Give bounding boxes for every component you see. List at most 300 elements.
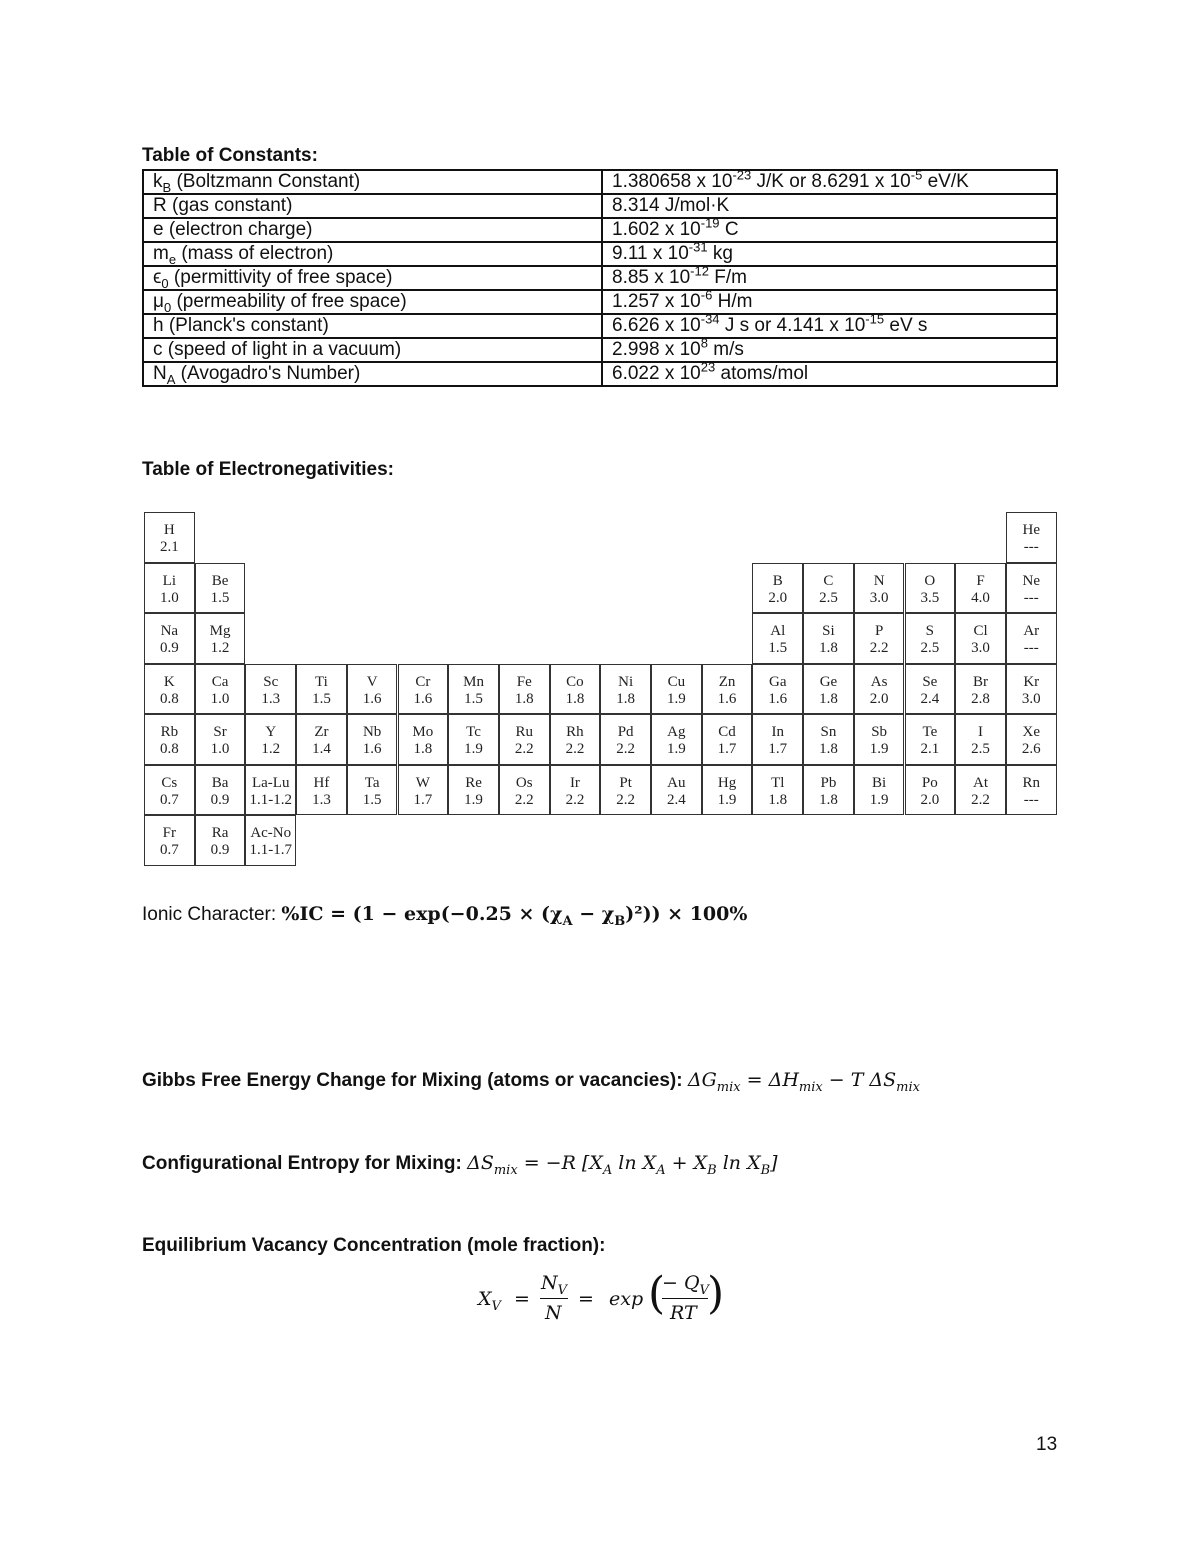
element-symbol: Au (667, 774, 686, 791)
element-cell (195, 714, 246, 765)
element-value: 1.8 (819, 640, 838, 656)
gibbs-g-mix: mix (716, 1079, 741, 1095)
element-value: 2.0 (869, 690, 889, 707)
element-cell (854, 765, 905, 816)
entropy-close: ] (770, 1152, 778, 1174)
element-cell (245, 815, 296, 866)
constant-value-2: J s or 4.141 x 10 (719, 315, 866, 336)
element-symbol: Ru (515, 724, 533, 740)
gibbs-s-mix: mix (896, 1079, 920, 1095)
constant-name-cell (143, 194, 602, 218)
constant-row (143, 242, 1057, 266)
element-cell (651, 664, 702, 715)
element-value: 1.3 (261, 690, 281, 707)
constant-exp-2: -15 (865, 311, 885, 327)
element-value: --- (1023, 589, 1039, 606)
element-value: 1.5 (362, 791, 382, 808)
constant-row (143, 266, 1057, 290)
element-value: 2.8 (971, 690, 990, 707)
element-cell (144, 664, 195, 715)
element-symbol: Ge (819, 673, 838, 690)
element-cell (144, 563, 195, 614)
element-symbol: Ir (569, 774, 580, 791)
element-cell (702, 765, 753, 816)
element-cell (702, 714, 753, 765)
element-symbol: V (366, 673, 378, 690)
gibbs-formula (142, 1069, 920, 1095)
element-value: 2.5 (920, 640, 940, 656)
element-symbol: Ti (315, 673, 328, 690)
vacancy-fraction-bar (540, 1298, 568, 1299)
gibbs-h-mix: mix (798, 1079, 823, 1095)
element-symbol: Sn (820, 724, 837, 740)
element-cell (347, 714, 398, 765)
element-cell (955, 714, 1006, 765)
element-symbol: Fe (516, 673, 532, 690)
constant-name-cell (143, 290, 602, 314)
element-cell (752, 765, 803, 816)
ionic-formula-body: = (1 − exp(−0.25 × (χ (323, 903, 563, 925)
constant-name: (electron charge) (163, 219, 313, 240)
constant-row (143, 218, 1057, 242)
element-value: 4.0 (971, 589, 990, 606)
element-value: 1.7 (768, 741, 788, 757)
constant-symbol: ϵ (153, 267, 162, 288)
element-value: 1.8 (616, 690, 636, 707)
element-cell (144, 714, 195, 765)
ionic-mid: − χ (572, 903, 615, 925)
constant-row (143, 362, 1057, 386)
element-cell (245, 765, 296, 816)
element-cell (651, 765, 702, 816)
constant-name: (Boltzmann Constant) (171, 171, 361, 192)
constant-symbol: e (153, 219, 164, 240)
entropy-sub-b2: B (760, 1162, 771, 1178)
vacancy-eq2: = (578, 1288, 594, 1310)
element-cell (245, 664, 296, 715)
constant-value-cell (602, 359, 1057, 386)
constant-exp-1: 8 (700, 335, 708, 351)
element-symbol: P (874, 623, 884, 639)
element-symbol: N (873, 572, 885, 589)
vacancy-xv: $X_V$ (478, 1288, 501, 1314)
element-value: 1.9 (464, 741, 483, 757)
constant-name-cell (143, 266, 602, 290)
element-cell (854, 714, 905, 765)
element-value: 3.5 (920, 589, 940, 606)
element-cell (296, 664, 347, 715)
element-cell (144, 613, 195, 664)
electronegativity-heading: Table of Electronegativities: (142, 459, 394, 480)
element-cell (955, 664, 1006, 715)
element-symbol: Tc (466, 724, 481, 740)
element-value: 2.2 (616, 791, 636, 808)
element-symbol: Po (921, 774, 938, 791)
element-cell (195, 765, 246, 816)
element-cell (651, 714, 702, 765)
constant-value-2: H/m (712, 291, 753, 312)
element-cell (195, 664, 246, 715)
element-cell (144, 815, 195, 866)
gibbs-h: = ΔH (740, 1069, 799, 1091)
element-value: --- (1023, 791, 1039, 808)
element-symbol: Ne (1022, 572, 1040, 589)
element-value: 2.2 (869, 640, 889, 656)
element-cell (195, 563, 246, 614)
element-cell (600, 765, 651, 816)
element-symbol: Ra (211, 825, 229, 841)
constant-row (143, 314, 1057, 338)
constant-value-1: 8.314 J/mol·K (612, 195, 730, 216)
constant-exp-1: 23 (700, 359, 716, 375)
constant-value-3: eV/K (922, 171, 969, 192)
element-cell (600, 664, 651, 715)
element-value: 1.7 (717, 741, 737, 757)
gibbs-g: ΔG (687, 1069, 717, 1091)
constant-value-2: kg (707, 243, 733, 264)
vacancy-label: Equilibrium Vacancy Concentration (mole fraction): (142, 1235, 606, 1256)
element-value: 3.0 (1021, 690, 1041, 707)
element-cell (955, 613, 1006, 664)
element-symbol: Co (566, 673, 584, 690)
element-symbol: Bi (872, 774, 887, 791)
element-symbol: Sc (263, 673, 279, 690)
element-value: 0.7 (159, 842, 179, 858)
constant-name-cell (143, 362, 602, 386)
constant-value-1: 1.380658 x 10 (612, 171, 733, 192)
element-cell (499, 765, 550, 816)
element-symbol: Os (515, 774, 533, 791)
element-symbol: Hf (313, 774, 330, 791)
constant-row (143, 338, 1057, 362)
element-symbol: Zn (718, 673, 736, 690)
element-cell (752, 613, 803, 664)
element-symbol: Ca (211, 673, 229, 690)
element-cell (905, 664, 956, 715)
constant-value-3: eV s (884, 315, 928, 336)
element-cell (1006, 765, 1057, 816)
element-value: 2.2 (514, 741, 534, 757)
element-cell (195, 815, 246, 866)
element-symbol: Y (265, 724, 277, 740)
entropy-sub-b1: B (707, 1162, 717, 1178)
element-value: 2.0 (920, 791, 940, 808)
element-value: 2.0 (768, 589, 788, 606)
constant-exp-1: -31 (688, 239, 708, 255)
constant-name-cell (143, 242, 602, 266)
element-symbol: Si (822, 623, 835, 639)
entropy-plus: + X (665, 1152, 708, 1174)
element-cell (803, 765, 854, 816)
element-symbol: Mg (209, 623, 231, 639)
element-cell (398, 765, 449, 816)
element-cell (752, 714, 803, 765)
element-symbol: Rn (1022, 774, 1040, 791)
constant-value-cell (602, 287, 1057, 314)
element-value: 1.8 (413, 741, 433, 757)
vacancy-numerator: $N_V$ (541, 1272, 568, 1298)
gibbs-s: − T ΔS (822, 1069, 897, 1091)
element-value: 1.8 (819, 791, 838, 808)
constant-value-1: 8.85 x 10 (612, 267, 691, 288)
entropy-s-mix: mix (493, 1162, 518, 1178)
element-symbol: Xe (1022, 724, 1040, 740)
element-cell (347, 664, 398, 715)
entropy-sub-a2: A (656, 1162, 666, 1178)
element-symbol: Kr (1023, 673, 1040, 690)
element-cell (550, 714, 601, 765)
element-symbol: I (978, 724, 984, 740)
element-symbol: Na (160, 623, 179, 639)
element-value: 1.9 (464, 791, 483, 808)
element-symbol: Se (922, 673, 938, 690)
constant-row (143, 194, 1057, 218)
element-symbol: Ar (1023, 623, 1040, 639)
element-symbol: Pt (619, 774, 632, 791)
element-value: 2.2 (616, 741, 636, 757)
element-value: 1.5 (210, 589, 230, 606)
element-value: 1.0 (210, 741, 230, 757)
element-cell (803, 563, 854, 614)
constants-heading: Table of Constants: (142, 145, 318, 166)
element-value: --- (1023, 640, 1039, 656)
ionic-end: )²)) × 100% (625, 903, 748, 925)
element-cell (854, 613, 905, 664)
element-value: 0.9 (210, 842, 230, 858)
ionic-label: Ionic Character: (142, 904, 282, 925)
constant-value-2: m/s (707, 339, 744, 360)
element-symbol: Cu (667, 673, 686, 690)
constants-table (142, 169, 1058, 387)
element-symbol: Al (770, 623, 786, 639)
constant-symbol-sub: A (166, 371, 176, 387)
element-cell (347, 765, 398, 816)
element-value: 2.1 (920, 741, 940, 757)
constant-value-1: 6.022 x 10 (612, 363, 701, 384)
vacancy-left-paren: ( (648, 1268, 666, 1319)
element-value: 1.9 (666, 741, 686, 757)
element-value: 1.8 (565, 690, 585, 707)
element-value: 1.5 (768, 640, 788, 656)
constant-value-cell (602, 335, 1057, 362)
element-symbol: Ni (618, 673, 634, 690)
element-value: 1.9 (717, 791, 737, 808)
electronegativity-table (144, 512, 1056, 866)
entropy-formula (142, 1152, 778, 1178)
constant-name: (Planck's constant) (163, 315, 329, 336)
element-symbol: F (976, 572, 985, 589)
element-value: 0.8 (159, 741, 179, 757)
element-symbol: Zr (314, 724, 329, 740)
constant-value-cell (602, 194, 1057, 218)
element-symbol: Cl (973, 623, 988, 639)
element-symbol: C (823, 572, 834, 589)
element-value: 0.8 (159, 690, 179, 707)
element-value: 1.6 (768, 690, 788, 707)
constant-value-2: F/m (708, 267, 747, 288)
constant-value-2: atoms/mol (715, 363, 809, 384)
element-symbol: Rh (566, 724, 584, 740)
vacancy-exp: exp (609, 1288, 644, 1310)
element-cell (905, 714, 956, 765)
element-cell (448, 765, 499, 816)
entropy-rhs: = −R [X (517, 1152, 603, 1174)
element-value: 1.2 (261, 741, 281, 757)
element-value: 2.2 (565, 741, 585, 757)
vacancy-eq1: = (514, 1288, 530, 1310)
entropy-ln2: ln X (716, 1152, 761, 1174)
constant-name-cell (143, 338, 602, 362)
vacancy-rt: RT (670, 1302, 697, 1324)
element-value: 1.8 (819, 741, 838, 757)
element-value: 2.1 (159, 539, 179, 555)
element-value: 1.1-1.7 (249, 842, 292, 858)
constant-value-1: 6.626 x 10 (612, 315, 701, 336)
element-cell (398, 714, 449, 765)
element-value: 2.4 (666, 791, 686, 808)
element-value: 1.5 (312, 690, 331, 707)
element-cell (905, 563, 956, 614)
constant-value-1: 1.257 x 10 (612, 291, 701, 312)
constant-symbol: N (153, 363, 167, 384)
constant-exp-1: -12 (690, 263, 709, 279)
element-symbol: At (973, 774, 989, 791)
element-symbol: B (772, 572, 783, 589)
element-value: 0.9 (210, 791, 230, 808)
constant-name: (Avogadro's Number) (175, 363, 361, 384)
element-cell (1006, 563, 1057, 614)
element-cell (499, 714, 550, 765)
constant-symbol: c (153, 339, 163, 360)
element-symbol: Li (162, 572, 177, 589)
element-symbol: S (925, 623, 935, 639)
constant-exp-1: -34 (700, 311, 720, 327)
element-value: --- (1023, 539, 1039, 555)
element-symbol: Pb (820, 774, 837, 791)
element-cell (1006, 512, 1057, 563)
element-symbol: Cr (415, 673, 431, 690)
element-value: 1.6 (362, 741, 382, 757)
constant-symbol: h (153, 315, 164, 336)
element-symbol: Tl (771, 774, 785, 791)
constant-symbol-sub: e (168, 251, 177, 267)
element-symbol: Cd (718, 724, 736, 740)
constant-name: (mass of electron) (176, 243, 334, 264)
element-cell (245, 714, 296, 765)
element-symbol: Pd (617, 724, 634, 740)
element-symbol: Ta (364, 774, 380, 791)
element-cell (1006, 664, 1057, 715)
element-cell (955, 563, 1006, 614)
constant-name-cell (143, 218, 602, 242)
element-value: 2.2 (514, 791, 534, 808)
constant-name: (speed of light in a vacuum) (162, 339, 402, 360)
element-cell (905, 613, 956, 664)
element-cell (854, 664, 905, 715)
element-symbol: Sr (213, 724, 227, 740)
element-symbol: W (415, 774, 430, 791)
element-value: 0.7 (159, 791, 179, 808)
ionic-sub-b: B (614, 913, 626, 929)
element-cell (905, 765, 956, 816)
constant-symbol-sub: 0 (163, 299, 172, 315)
element-value: 1.6 (717, 690, 737, 707)
element-symbol: Mo (412, 724, 434, 740)
element-value: 2.2 (971, 791, 990, 808)
constant-value-cell (602, 215, 1057, 242)
constant-name-cell (143, 314, 602, 338)
constant-value-cell (602, 263, 1057, 290)
entropy-label: Configurational Entropy for Mixing: (142, 1153, 468, 1174)
element-cell (398, 664, 449, 715)
constant-row (143, 170, 1057, 194)
element-value: 1.2 (210, 640, 230, 656)
element-value: 1.4 (312, 741, 331, 757)
vacancy-q-fraction-bar (662, 1298, 708, 1299)
element-symbol: In (771, 724, 784, 740)
constant-symbol: m (153, 243, 169, 264)
constant-name: (permeability of free space) (171, 291, 407, 312)
constant-value-1: 1.602 x 10 (612, 219, 701, 240)
entropy-s: ΔS (467, 1152, 494, 1174)
element-cell (550, 664, 601, 715)
constant-value-1: 2.998 x 10 (612, 339, 701, 360)
ionic-sub-a: A (562, 913, 573, 929)
element-symbol: Nb (362, 724, 382, 740)
element-symbol: O (924, 572, 936, 589)
element-value: 1.9 (869, 741, 889, 757)
element-cell (1006, 714, 1057, 765)
constant-value-cell (602, 239, 1057, 266)
element-value: 1.9 (666, 690, 686, 707)
element-symbol: Hg (717, 774, 737, 791)
constant-value-2: J/K or 8.6291 x 10 (751, 171, 911, 192)
element-value: 0.9 (159, 640, 179, 656)
element-value: 1.8 (514, 690, 534, 707)
element-cell (144, 765, 195, 816)
element-value: 1.9 (869, 791, 889, 808)
element-symbol: Ba (211, 774, 229, 791)
element-cell (803, 714, 854, 765)
element-cell (296, 765, 347, 816)
element-cell (296, 714, 347, 765)
element-symbol: Ga (768, 673, 787, 690)
element-symbol: Cs (161, 774, 178, 791)
element-value: 3.0 (971, 640, 990, 656)
constant-symbol: R (153, 195, 167, 216)
element-value: 1.0 (210, 690, 230, 707)
constant-symbol: k (153, 171, 163, 192)
constant-symbol-sub: B (162, 179, 172, 195)
entropy-sub-a1: A (602, 1162, 613, 1178)
element-cell (752, 563, 803, 614)
element-value: 1.8 (819, 690, 838, 707)
element-cell (144, 512, 195, 563)
element-symbol: K (163, 673, 175, 690)
element-value: 1.6 (362, 690, 382, 707)
ionic-character-formula (142, 903, 748, 929)
element-cell (195, 613, 246, 664)
element-cell (955, 765, 1006, 816)
element-value: 1.5 (464, 690, 483, 707)
element-symbol: Mn (463, 673, 484, 690)
ionic-lhs: %IC (281, 903, 324, 925)
element-symbol: Fr (162, 825, 177, 841)
element-symbol: La-Lu (251, 774, 290, 791)
element-symbol: H (163, 522, 175, 538)
element-symbol: He (1022, 522, 1040, 538)
element-value: 1.1-1.2 (249, 791, 292, 808)
